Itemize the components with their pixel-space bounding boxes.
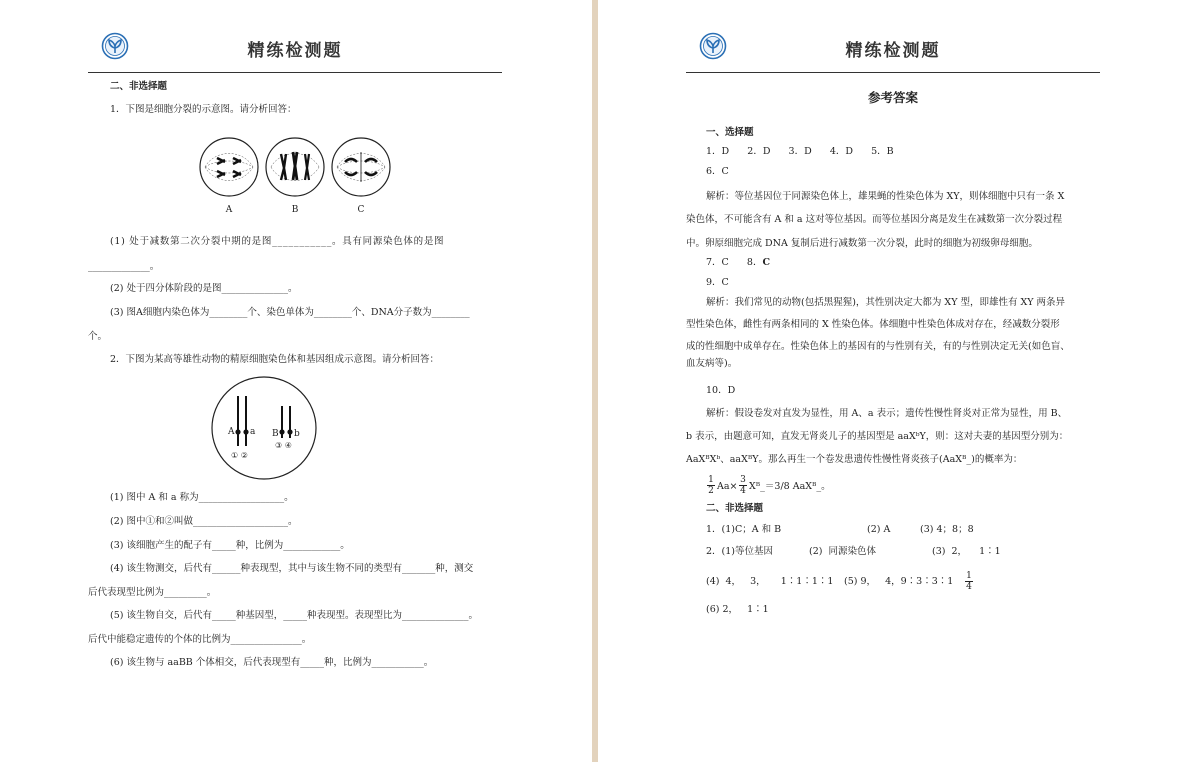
gene-label-A: A	[228, 427, 235, 437]
question-2-stem: 2．下图为某高等雄性动物的精原细胞染色体和基因组成示意图。请分析回答：	[110, 354, 440, 365]
equation-part-b: Xᴮ_＝3/8 AaXᴮ_。	[749, 481, 831, 492]
q2-part3: (3) 该细胞产生的配子有_____种，比例为____________。	[110, 540, 350, 551]
header-rule	[686, 72, 1100, 73]
q2-part4-line2: 后代表现型比例为_________。	[88, 587, 217, 598]
answers-row-10: 10．D	[706, 385, 736, 396]
answer-2-part4: (4) 4， 3， 1∶1∶1∶1	[706, 576, 834, 587]
page-header	[686, 30, 1100, 74]
gene-label-B: B	[272, 429, 279, 439]
answer-2-part6: (6) 2， 1∶1	[706, 604, 769, 615]
answer-1-part1: 1．(1)C；A 和 B	[706, 524, 782, 535]
cell-b-diagram	[266, 138, 324, 196]
fig-label-b: B	[291, 205, 299, 215]
gene-label-a: a	[250, 427, 256, 437]
section-heading: 二、非选择题	[110, 81, 168, 92]
q2-part1: (1) 图中 A 和 a 称为__________________。	[110, 492, 294, 503]
fraction-three-quarters: $\frac{3}{4}$	[740, 475, 746, 496]
q2-part2: (2) 图中①和②叫做____________________。	[110, 516, 298, 527]
fraction-one-half: $\frac{1}{2}$	[708, 475, 714, 496]
q1-part1-line1: (1) 处于减数第二次分裂中期的是图___________。具有同源染色体的是图	[110, 236, 445, 247]
header-rule	[88, 72, 502, 73]
explanation-10-line1: 解析：假设卷发对直发为显性，用 A、a 表示；遗传性慢性肾炎对正常为显性，用 B、	[706, 408, 1068, 419]
answer-2-part1: 2．(1)等位基因	[706, 546, 774, 557]
answer-2-part2: (2) 同源染色体	[809, 546, 876, 557]
answers-section-1: 一、选择题	[706, 127, 754, 138]
explanation-6-line1: 解析：等位基因位于同源染色体上，雄果蝇的性染色体为 XY，则体细胞中只有一条 X	[706, 191, 1065, 202]
q2-part4-line1: (4) 该生物测交，后代有______种表现型，其中与该生物不同的类型有_______种，测交	[110, 563, 474, 574]
explanation-6-line2: 染色体，不可能含有 A 和 a 这对等位基因。而等位基因分离是发生在减数第一次分裂过程	[686, 214, 1063, 225]
fig-label-c: C	[357, 205, 365, 215]
answers-section-2: 二、非选择题	[706, 503, 764, 514]
answers-row-1-5: 1．D 2．D 3．D 4．D 5．B	[706, 146, 894, 157]
equation-part-a: Aa×	[717, 481, 738, 492]
answers-row-6: 6．C	[706, 166, 729, 177]
cell-a-diagram	[200, 138, 258, 196]
header-title: 精练检测题	[247, 41, 343, 61]
q2-part6: (6) 该生物与 aaBB 个体相交，后代表现型有_____种，比例为___________。	[110, 657, 434, 668]
explanation-9-line1: 解析：我们常见的动物(包括黑猩猩)，其性别决定大都为 XY 型，即雄性有 XY 两条异	[706, 297, 1066, 308]
answer-1-part3: (3) 4；8；8	[920, 524, 974, 535]
answers-row-9: 9．C	[706, 277, 729, 288]
q1-part3-line2: 个。	[88, 331, 108, 342]
chromosome-numbers-3-4: ③ ④	[275, 441, 292, 450]
left-page	[0, 0, 592, 762]
chromosome-numbers-1-2: ① ②	[231, 451, 248, 460]
explanation-9-line4: 血友病等)。	[686, 358, 738, 369]
q1-part3-line1: (3) 图A细胞内染色体为________个、染色单体为________个、DNA分子数为________	[110, 307, 470, 318]
right-page	[598, 0, 1191, 762]
chromosome-gene-figure	[208, 374, 320, 482]
explanation-6-line3: 中。卵原细胞完成 DNA 复制后进行减数第一次分裂，此时的细胞为初级卵母细胞。	[686, 238, 1038, 249]
q2-part5-line1: (5) 该生物自交，后代有_____种基因型，_____种表现型。表现型比为______________。	[110, 610, 478, 621]
answer-1-part2: (2) A	[867, 524, 891, 535]
explanation-9-line3: 成的性细胞中成单存在。性染色体上的基因有的与性别有关，有的与性别决定无关(如色盲、	[686, 341, 1070, 352]
gene-label-b: b	[294, 429, 300, 439]
explanation-9-line2: 型性染色体，雌性有两条相同的 X 性染色体。体细胞中性染色体成对存在，经减数分裂形	[686, 319, 1060, 330]
fig-label-a: A	[225, 205, 233, 215]
q1-part1-line2: _____________。	[88, 261, 160, 272]
explanation-10-line2: b 表示，由题意可知，直发无肾炎儿子的基因型是 aaXᵇY，则：这对夫妻的基因型分别为：	[686, 431, 1069, 442]
answers-title: 参考答案	[867, 90, 918, 105]
page-header	[88, 30, 502, 74]
question-1-stem: 1．下图是细胞分裂的示意图。请分析回答：	[110, 104, 297, 115]
cell-c-diagram	[332, 138, 390, 196]
q2-part5-line2: 后代中能稳定遗传的个体的比例为_______________。	[88, 634, 312, 645]
explanation-10-line3: AaXᴮXᵇ、aaXᴮY。那么再生一个卷发患遗传性慢性肾炎孩子(AaXᴮ_)的概率为：	[686, 454, 1023, 465]
q1-part2: (2) 处于四分体阶段的是图______________。	[110, 283, 298, 294]
answer-2-part3: (3) 2， 1∶1	[932, 546, 1001, 557]
fraction-one-quarter: $\frac{1}{4}$	[966, 571, 972, 592]
cell-division-figure	[195, 134, 395, 216]
answer-2-part5: (5) 9， 4，9∶3∶3∶1	[844, 576, 954, 587]
answers-row-7-8: 7．C 8．C	[706, 257, 771, 268]
header-title: 精练检测题	[845, 41, 941, 61]
